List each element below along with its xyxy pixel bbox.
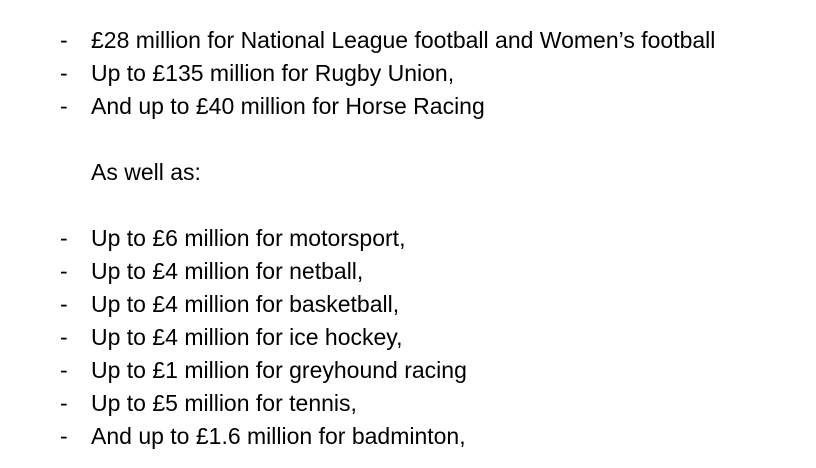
as-well-as-paragraph (0, 156, 816, 189)
bullet-dash: - (60, 258, 68, 284)
list-item-text: Up to £1 million for greyhound racing (91, 357, 467, 383)
bullet-dash: - (60, 423, 68, 449)
bullet-dash: - (60, 27, 68, 53)
list-item-text: And up to £1.6 million for badminton, (91, 423, 466, 449)
bullet-dash: - (60, 390, 68, 416)
list-item-text: Up to £4 million for ice hockey, (91, 324, 403, 350)
funding-list-additional (0, 222, 816, 453)
funding-list-main (0, 24, 816, 123)
list-item (0, 387, 816, 420)
list-item-text: Up to £6 million for motorsport, (91, 225, 406, 251)
list-item (0, 354, 816, 387)
bullet-dash: - (60, 357, 68, 383)
bullet-dash: - (60, 324, 68, 350)
list-item-text: And up to £40 million for Horse Racing (91, 93, 485, 119)
list-item-text: Up to £5 million for tennis, (91, 390, 357, 416)
list-item (0, 24, 816, 57)
list-item-text: Up to £4 million for basketball, (91, 291, 400, 317)
bullet-dash: - (60, 93, 68, 119)
bullet-dash: - (60, 225, 68, 251)
list-item-text: Up to £4 million for netball, (91, 258, 364, 284)
bullet-dash: - (60, 291, 68, 317)
list-item (0, 90, 816, 123)
list-item (0, 222, 816, 255)
bullet-dash: - (60, 60, 68, 86)
paragraph-text: As well as: (91, 159, 201, 185)
list-item (0, 57, 816, 90)
list-item (0, 420, 816, 453)
list-item (0, 321, 816, 354)
list-item (0, 288, 816, 321)
list-item-text: £28 million for National League football and Women’s football (91, 27, 716, 53)
document-body (0, 24, 816, 453)
list-item (0, 255, 816, 288)
list-item-text: Up to £135 million for Rugby Union, (91, 60, 455, 86)
blank-line (0, 123, 816, 156)
blank-line (0, 189, 816, 222)
